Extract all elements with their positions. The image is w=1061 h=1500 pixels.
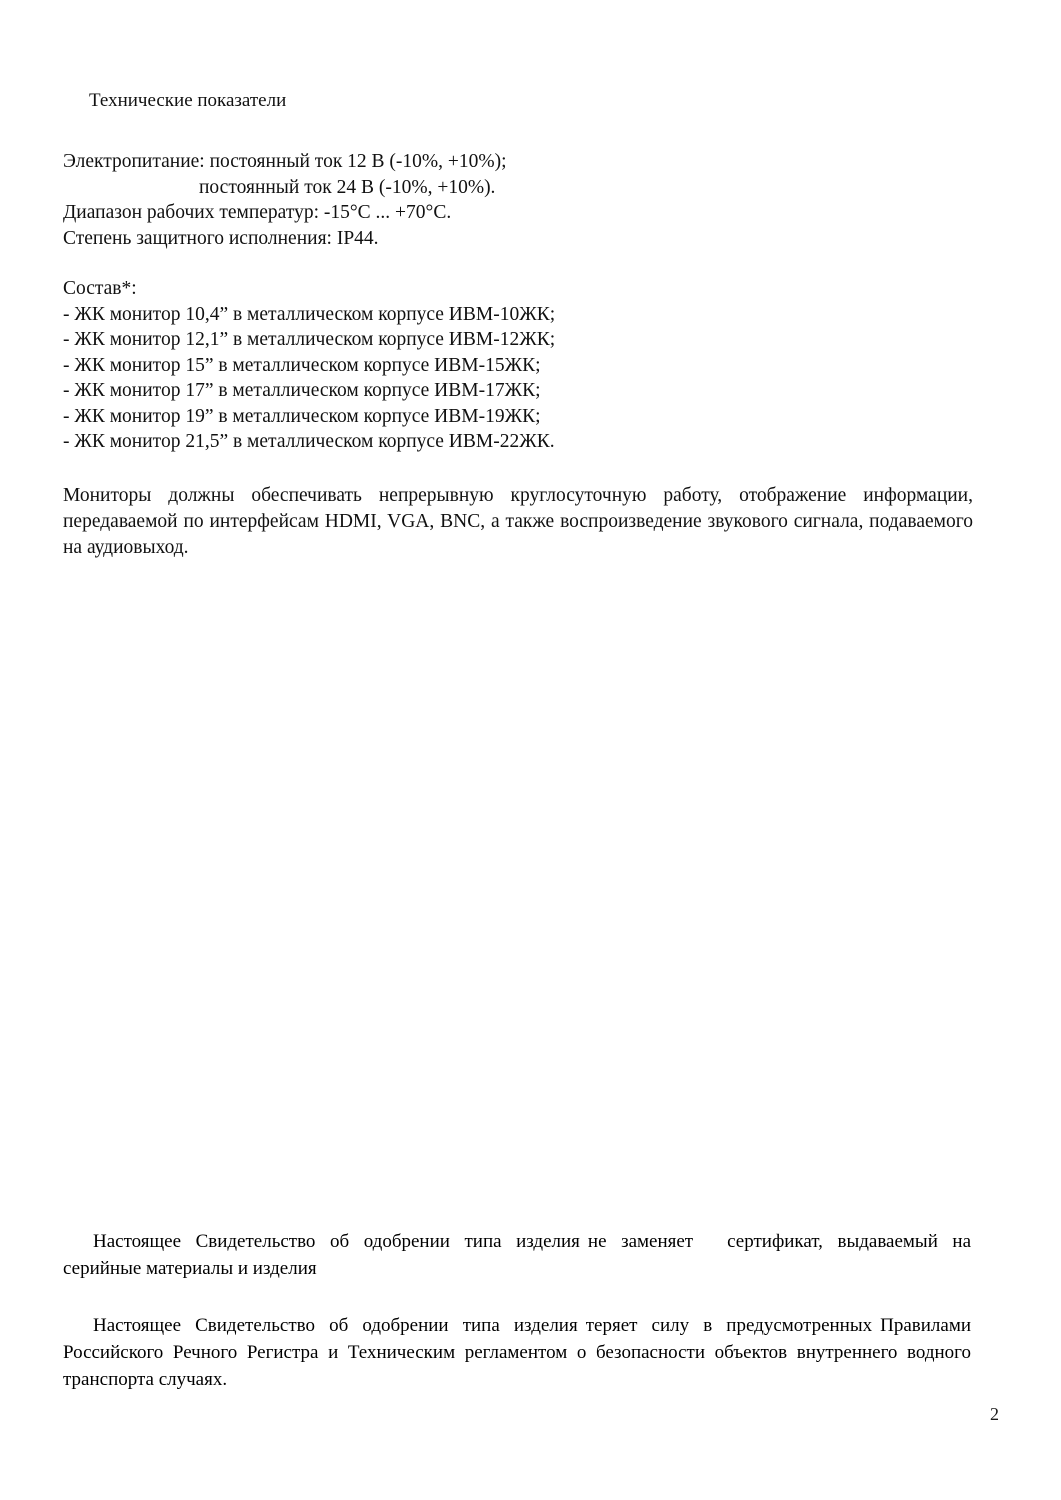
footer-note-1-part-2: не заменяет (587, 1231, 694, 1252)
footer-notes (63, 1228, 971, 1393)
footer-note-2-part-1: Настоящее Свидетельство об одобрении типа изделия (93, 1315, 578, 1336)
footer-note-1-part-1: Настоящее Свидетельство об одобрении типа изделия (93, 1231, 580, 1252)
spec-power-line-1: Электропитание: постоянный ток 12 В (-10%, +10%); (63, 151, 507, 172)
requirements-paragraph: Мониторы должны обеспечивать непрерывную круглосуточную работу, отображение информации, передаваемой по интерфейсам HDMI, VGA, BNC, а также воспроизведение звукового сигнала, подаваемого на аудиовыход. (63, 484, 973, 558)
composition-item: - ЖК монитор 19” в металлическом корпусе ИВМ-19ЖК; (63, 405, 541, 427)
composition-item: - ЖК монитор 21,5” в металлическом корпусе ИВМ-22ЖК. (63, 431, 555, 452)
footer-note-2 (63, 1312, 971, 1393)
page-title: Технические показатели (89, 90, 287, 111)
composition-block (63, 276, 973, 455)
composition-label: Состав*: (63, 278, 137, 299)
footer-note-1-part-3: сертификат, выдаваемый на серийные материалы и изделия (63, 1231, 972, 1279)
composition-item: - ЖК монитор 17” в металлическом корпусе ИВМ-17ЖК; (63, 380, 541, 401)
composition-item: - ЖК монитор 10,4” в металлическом корпусе ИВМ-10ЖК; (63, 303, 556, 325)
document-body (63, 88, 973, 561)
spec-power-line-2: постоянный ток 24 В (-10%, +10%). (199, 176, 496, 198)
footer-note-2-part-3: Правилами Российского Речного Регистра и Техническим регламентом о безопасности объектов внутреннего водного транспорта случаях. (63, 1315, 972, 1390)
spacer-after-specs (63, 251, 973, 276)
page-number: 2 (990, 1404, 999, 1424)
spec-protection-degree: Степень защитного исполнения: IP44. (63, 227, 379, 249)
composition-item: - ЖК монитор 12,1” в металлическом корпусе ИВМ-12ЖК; (63, 329, 556, 350)
technical-specs-block (63, 149, 973, 251)
footer-note-1 (63, 1228, 971, 1282)
composition-item: - ЖК монитор 15” в металлическом корпусе ИВМ-15ЖК; (63, 354, 541, 376)
spacer-after-composition (63, 455, 973, 483)
footer-note-2-part-2: теряет силу в предусмотренных (585, 1315, 873, 1336)
spec-temperature-range: Диапазон рабочих температур: -15°C ... +70°C. (63, 202, 452, 223)
